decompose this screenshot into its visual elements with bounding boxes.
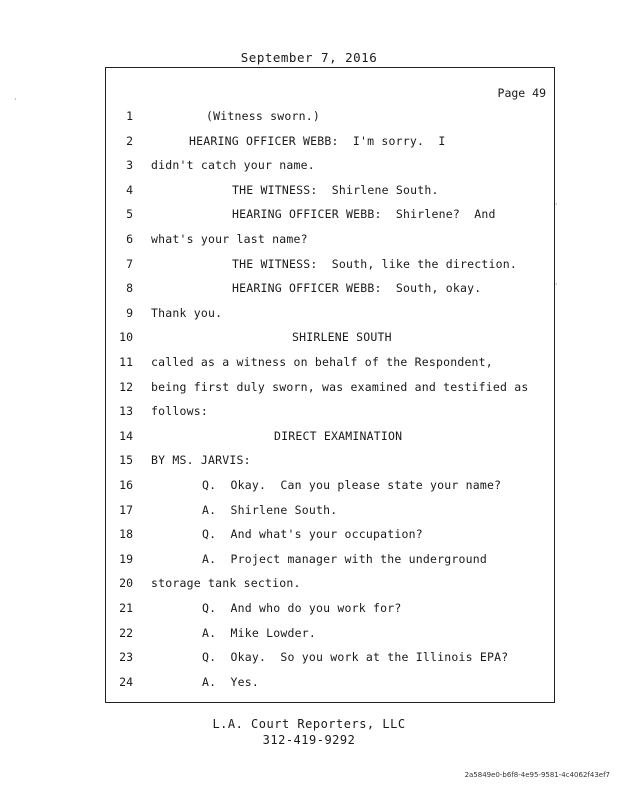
line-number: 2 [126,133,133,148]
line-number: 8 [126,281,133,296]
margin-mark: · [555,200,558,209]
line-number: 1 [126,109,133,123]
line-number: 5 [126,207,133,222]
transcript-line: HEARING OFFICER WEBB: South, okay. [232,281,482,296]
transcript-line: A. Yes. [202,674,259,689]
transcript-line: what's your last name? [151,232,308,246]
line-number: 4 [126,182,133,197]
transcript-line: HEARING OFFICER WEBB: I'm sorry. I [189,133,446,148]
line-number: 3 [126,158,133,173]
line-number: 20 [119,576,133,591]
line-number: 13 [119,404,133,419]
line-number: 21 [119,601,133,615]
transcript-line: called as a witness on behalf of the Respondent, [151,355,493,369]
line-number: 17 [119,502,133,517]
transcript-date-header: September 7, 2016 [240,50,378,65]
transcript-line: Q. And who do you work for? [202,601,402,615]
line-number: 12 [119,379,133,394]
line-number: 10 [119,330,133,345]
transcript-line: SHIRLENE SOUTH [292,330,392,345]
document-id: 2a5849e0-b6f8-4e95-9581-4c4062f43ef7 [464,771,610,779]
transcript-line: THE WITNESS: Shirlene South. [232,182,439,197]
transcript-line: (Witness sworn.) [206,109,320,123]
line-number: 7 [126,256,133,271]
transcript-line: Q. Okay. So you work at the Illinois EPA? [202,650,509,665]
line-number: 22 [119,625,133,640]
transcript-line: Thank you. [151,305,223,320]
transcript-line: A. Shirlene South. [202,502,338,517]
transcript-line: A. Project manager with the underground [202,551,487,566]
line-number: 18 [119,527,133,542]
transcript-line: being first duly sworn, was examined and testified as [151,379,529,394]
line-number: 9 [126,305,133,320]
page-number-label: Page 49 [497,86,546,100]
transcript-line: Q. And what's your occupation? [202,527,423,542]
line-number: 23 [119,650,133,665]
margin-mark: · [555,280,558,289]
transcript-line: follows: [151,404,208,419]
transcript-line: HEARING OFFICER WEBB: Shirlene? And [232,207,496,222]
line-number: 16 [119,478,133,492]
footer-phone: 312-419-9292 [262,733,356,747]
footer-company: L.A. Court Reporters, LLC [212,717,406,731]
line-number: 11 [119,355,133,369]
transcript-line: THE WITNESS: South, like the direction. [232,256,517,271]
line-number: 19 [119,551,133,566]
transcript-line: A. Mike Lowder. [202,625,316,640]
line-number: 24 [119,674,133,689]
transcript-line: didn't catch your name. [151,158,315,173]
line-number: 15 [119,453,133,468]
transcript-line: storage tank section. [151,576,301,591]
line-number: 14 [119,428,133,443]
transcript-line: Q. Okay. Can you please state your name? [202,478,502,492]
line-number: 6 [126,232,133,246]
margin-mark: · [14,95,17,104]
transcript-page-frame [105,67,555,703]
transcript-line: BY MS. JARVIS: [151,453,251,468]
transcript-line: DIRECT EXAMINATION [274,428,403,443]
